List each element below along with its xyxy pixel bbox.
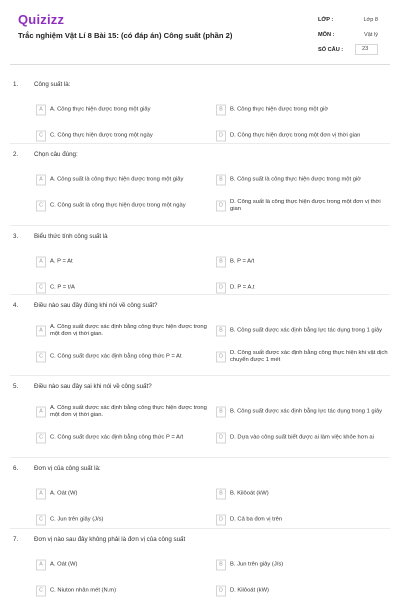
option-text: A. Công suất là công thực hiện được trong một giây	[50, 176, 184, 183]
option-text: A. Oát (W)	[50, 490, 78, 497]
option-key-badge: A	[36, 257, 46, 268]
option-text: C. Công suất được xác định bằng công thức P = At	[50, 353, 182, 360]
option-row	[10, 251, 390, 273]
option-key-badge: A	[36, 175, 46, 186]
option-key-badge: D	[216, 433, 226, 444]
question-divider	[10, 457, 390, 458]
option-key-badge: A	[36, 560, 46, 571]
option-text: A. P = At	[50, 258, 73, 265]
question-number: 6.	[13, 465, 19, 472]
option-text: C. Công suất được xác định bằng công thức P = A/t	[50, 434, 184, 441]
question-divider	[10, 225, 390, 226]
question-divider	[10, 528, 390, 529]
option-key-badge: C	[36, 201, 46, 212]
question-text: Công suất là:	[34, 81, 71, 88]
question-header	[10, 302, 390, 314]
question-6	[10, 465, 390, 531]
question-2	[10, 151, 390, 217]
option-key-badge: C	[36, 283, 46, 294]
meta-row-subject	[318, 27, 378, 42]
meta-label: MÔN :	[318, 31, 335, 38]
option-key-badge: D	[216, 131, 226, 142]
option-text: B. Kilôoát (kW)	[230, 490, 269, 497]
page-title: Trắc nghiệm Vật Lí 8 Bài 15: (có đáp án) Công suất (phần 2)	[18, 31, 233, 40]
meta-value: Lớp 8	[363, 16, 378, 23]
meta-value: Vật lý	[364, 31, 378, 38]
answer-option-c[interactable]	[36, 580, 212, 602]
question-header	[10, 233, 390, 245]
option-text: D. P = A.t	[230, 284, 255, 291]
option-text: D. Công suất được xác định bằng công thực hiện khi vật dịch chuyển được 1 mét	[230, 349, 388, 363]
question-text: Đơn vị của công suất là:	[34, 465, 101, 472]
meta-value: 23	[355, 44, 378, 55]
option-row	[10, 401, 390, 423]
option-text: B. Jun trên giây (J/s)	[230, 561, 284, 568]
option-text: D. Công suất là công thực hiện được trong một đơn vị thời gian	[230, 198, 381, 212]
option-text: C. Công suất là công thực hiện được trong một ngày	[50, 202, 186, 209]
question-header	[10, 465, 390, 477]
option-text: A. Công suất được xác định bằng công thực hiện được trong một đơn vị thời gian.	[50, 323, 207, 337]
question-5	[10, 383, 390, 449]
question-4	[10, 302, 390, 368]
answer-option-b[interactable]	[216, 320, 392, 342]
answer-option-d[interactable]	[216, 195, 392, 217]
question-text: Đơn vị nào sau đây không phải là đơn vị của công suất	[34, 536, 186, 543]
option-text: A. Công suất được xác định bằng công thực hiện được trong một đơn vị thời gian.	[50, 404, 207, 418]
option-key-badge: D	[216, 586, 226, 597]
option-text: C. Niuton nhân mét (N.m)	[50, 587, 117, 594]
option-text: C. P = t/A	[50, 284, 75, 291]
option-key-badge: C	[36, 131, 46, 142]
answer-option-b[interactable]	[216, 251, 392, 273]
meta-row-grade	[318, 12, 378, 27]
question-header	[10, 383, 390, 395]
option-row	[10, 99, 390, 121]
option-row	[10, 277, 390, 299]
question-text: Chọn câu đúng:	[34, 151, 78, 158]
option-text: B. Công suất là công thực hiện được trong một giờ	[230, 176, 362, 183]
option-key-badge: C	[36, 433, 46, 444]
question-header	[10, 536, 390, 548]
question-number: 5.	[13, 383, 19, 390]
answer-option-d[interactable]	[216, 427, 392, 449]
option-row	[10, 346, 390, 368]
option-key-badge: C	[36, 352, 46, 363]
option-row	[10, 554, 390, 576]
answer-option-a[interactable]	[36, 320, 212, 342]
option-key-badge: A	[36, 489, 46, 500]
question-number: 7.	[13, 536, 19, 543]
answer-option-d[interactable]	[216, 580, 392, 602]
option-key-badge: B	[216, 560, 226, 571]
option-text: A. Công thực hiện được trong một giây	[50, 106, 151, 113]
option-key-badge: B	[216, 105, 226, 116]
question-number: 2.	[13, 151, 19, 158]
option-key-badge: C	[36, 515, 46, 526]
answer-option-c[interactable]	[36, 195, 212, 217]
option-text: B. Công thực hiện được trong một giờ	[230, 106, 329, 113]
option-key-badge: D	[216, 515, 226, 526]
meta-row-count	[318, 42, 378, 57]
answer-option-a[interactable]	[36, 99, 212, 121]
option-key-badge: D	[216, 283, 226, 294]
question-number: 1.	[13, 81, 19, 88]
option-key-badge: D	[216, 201, 226, 212]
quiz-header	[10, 0, 390, 65]
option-row	[10, 427, 390, 449]
question-number: 3.	[13, 233, 19, 240]
option-key-badge: C	[36, 586, 46, 597]
answer-option-a[interactable]	[36, 483, 212, 505]
option-key-badge: A	[36, 105, 46, 116]
question-header	[10, 151, 390, 163]
answer-option-b[interactable]	[216, 169, 392, 191]
question-divider	[10, 294, 390, 295]
option-key-badge: B	[216, 175, 226, 186]
question-number: 4.	[13, 302, 19, 309]
question-divider	[10, 375, 390, 376]
option-text: B. P = A/t	[230, 258, 255, 265]
question-header	[10, 81, 390, 93]
option-key-badge: D	[216, 352, 226, 363]
option-row	[10, 483, 390, 505]
option-key-badge: B	[216, 326, 226, 337]
answer-option-a[interactable]	[36, 401, 212, 423]
option-text: A. Oát (W)	[50, 561, 78, 568]
answer-option-c[interactable]	[36, 346, 212, 368]
option-text: D. Dựa vào công suất biết được ai làm việc khỏe hơn ai	[230, 434, 374, 441]
answer-option-d[interactable]	[216, 277, 392, 299]
answer-option-c[interactable]	[36, 277, 212, 299]
question-text: Biểu thức tính công suất là	[34, 233, 108, 240]
answer-option-b[interactable]	[216, 99, 392, 121]
option-row	[10, 195, 390, 217]
option-row	[10, 580, 390, 602]
answer-option-b[interactable]	[216, 554, 392, 576]
option-row	[10, 320, 390, 342]
option-text: D. Cả ba đơn vị trên	[230, 516, 283, 523]
answer-option-c[interactable]	[36, 427, 212, 449]
option-key-badge: B	[216, 407, 226, 418]
option-text: D. Công thực hiện được trong một đơn vị thời gian	[230, 132, 361, 139]
option-text: D. Kilôoát (kW)	[230, 587, 269, 594]
meta-label: SỐ CÂU :	[318, 46, 344, 53]
option-text: B. Công suất được xác định bằng lực tác dụng trong 1 giây	[230, 327, 383, 334]
answer-option-a[interactable]	[36, 554, 212, 576]
option-text: C. Jun trên giây (J/s)	[50, 516, 104, 523]
quizizz-logo[interactable]: Quizizz	[18, 12, 65, 27]
question-text: Điều nào sau đây sai khi nói về công suất?	[34, 383, 152, 390]
option-text: C. Công thực hiện được trong một ngày	[50, 132, 153, 139]
answer-option-a[interactable]	[36, 251, 212, 273]
option-text: B. Công suất được xác định bằng lực tác dụng trong 1 giây	[230, 408, 383, 415]
question-1	[10, 81, 390, 147]
quiz-meta	[318, 12, 378, 57]
question-7	[10, 536, 390, 602]
option-row	[10, 169, 390, 191]
question-divider	[10, 143, 390, 144]
answer-option-b[interactable]	[216, 483, 392, 505]
option-key-badge: A	[36, 326, 46, 337]
question-3	[10, 233, 390, 299]
option-key-badge: A	[36, 407, 46, 418]
option-key-badge: B	[216, 257, 226, 268]
meta-label: LỚP :	[318, 16, 334, 23]
answer-option-d[interactable]	[216, 346, 392, 368]
answer-option-b[interactable]	[216, 401, 392, 423]
answer-option-a[interactable]	[36, 169, 212, 191]
question-text: Điều nào sau đây đúng khi nói về công suất?	[34, 302, 158, 309]
option-key-badge: B	[216, 489, 226, 500]
